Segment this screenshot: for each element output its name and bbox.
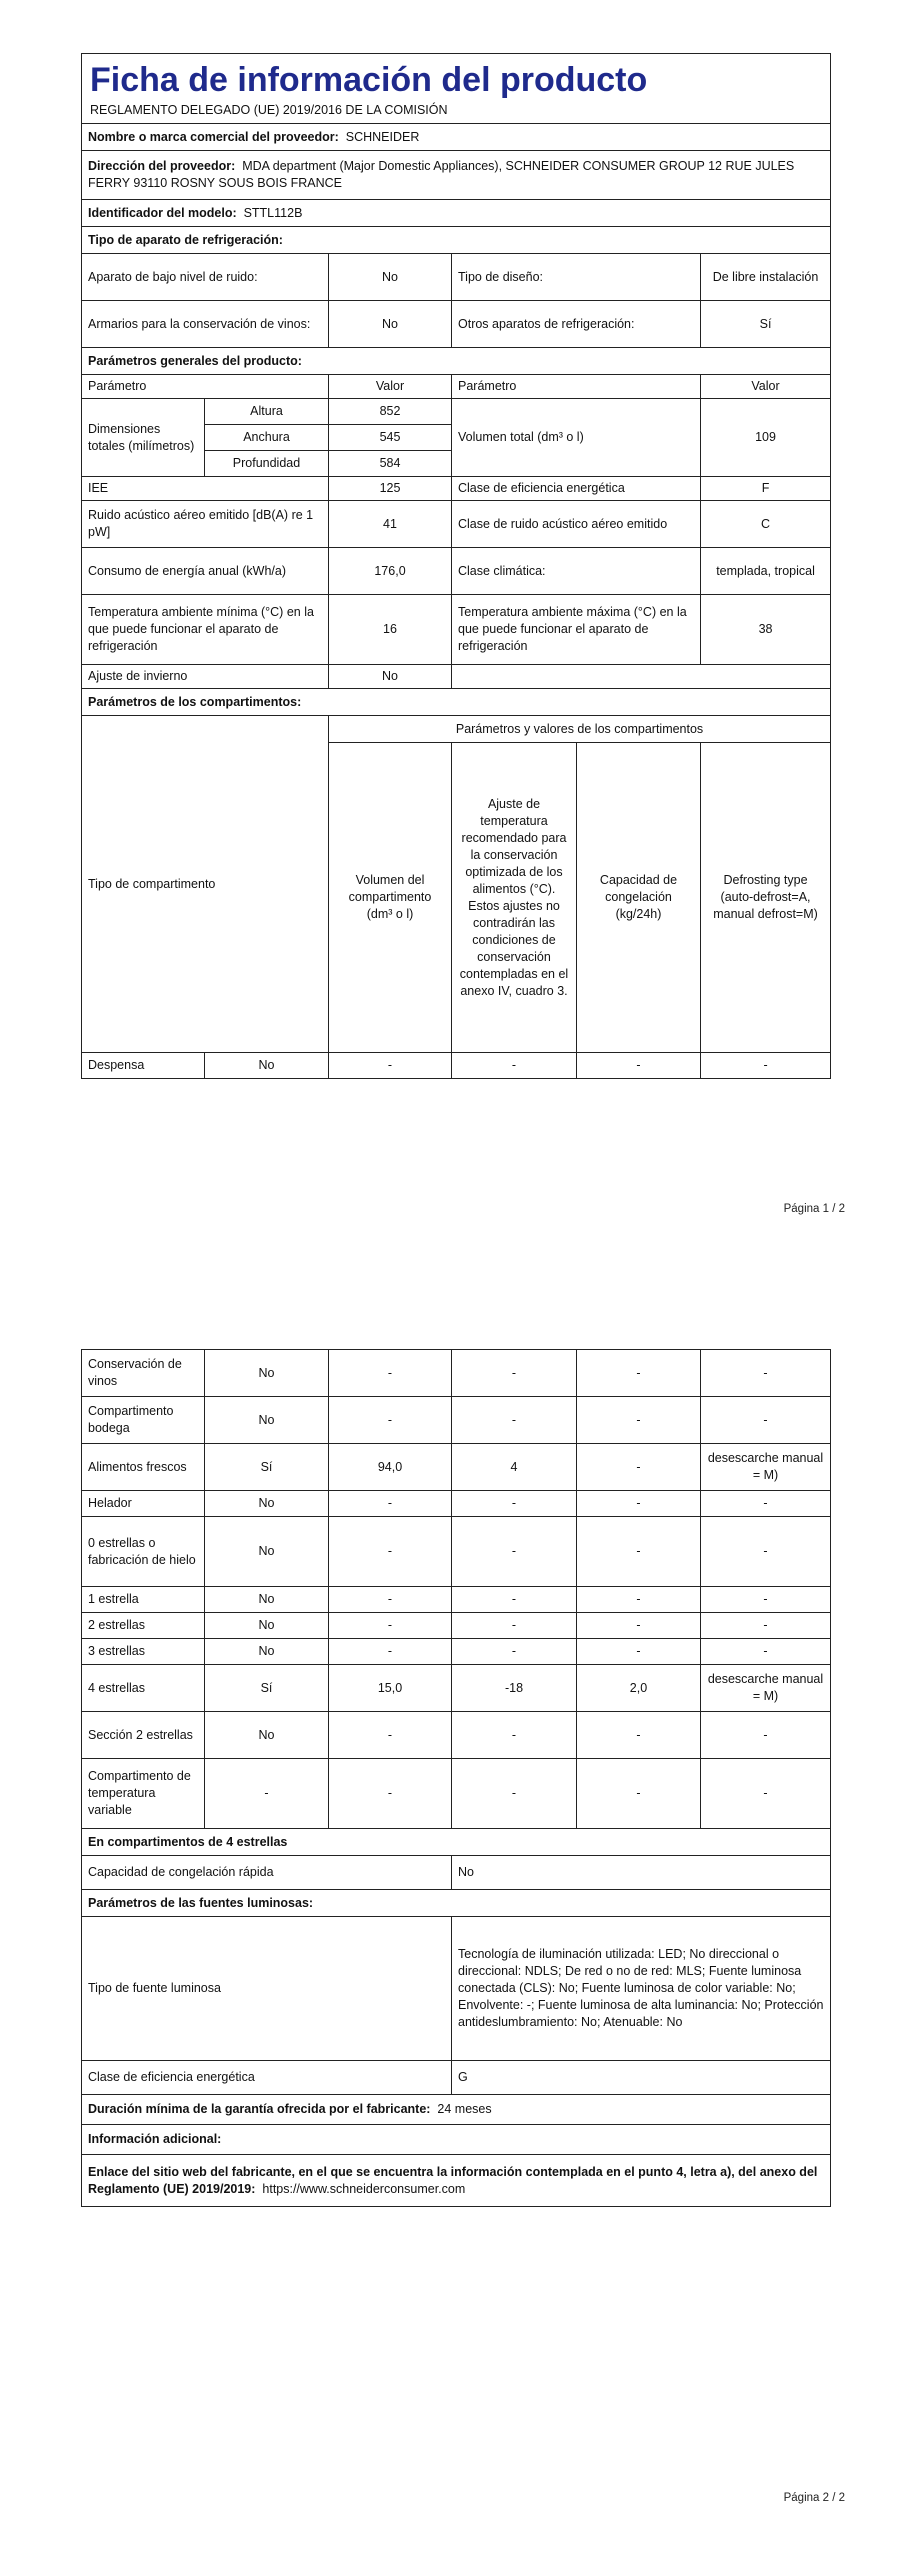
compartment-temp: - [452, 1712, 577, 1759]
compartment-name: Despensa [82, 1053, 205, 1079]
noise-value: 41 [329, 501, 452, 548]
depth-value: 584 [329, 451, 452, 477]
supplier-value: SCHNEIDER [345, 129, 420, 144]
max-temp-value: 38 [701, 595, 831, 665]
compartment-volume: - [329, 1613, 452, 1639]
compartment-present: No [205, 1053, 329, 1079]
fast-freeze-value: No [452, 1856, 831, 1890]
compartment-volume: - [329, 1517, 452, 1587]
compartment-volume: - [329, 1053, 452, 1079]
compartment-present: No [205, 1587, 329, 1613]
warranty-value: 24 meses [437, 2102, 492, 2116]
address-label: Dirección del proveedor: [88, 159, 236, 173]
wine-label: Armarios para la conservación de vinos: [82, 301, 329, 348]
compartment-freeze: - [577, 1444, 701, 1491]
compartment-defrost: - [701, 1491, 831, 1517]
low-noise-label: Aparato de bajo nivel de ruido: [82, 254, 329, 301]
page-title: Ficha de información del producto [90, 61, 648, 99]
col-volume-header: Volumen del compartimento (dm³ o l) [329, 743, 452, 1053]
compartment-defrost: - [701, 1639, 831, 1665]
table-row [82, 1397, 831, 1444]
model-label: Identificador del modelo: [88, 205, 237, 220]
header-cell [82, 54, 831, 124]
compartment-present: - [205, 1759, 329, 1829]
compartment-present: No [205, 1517, 329, 1587]
total-volume-label: Volumen total (dm³ o l) [452, 399, 701, 477]
compartment-present: No [205, 1639, 329, 1665]
four-star-header: En compartimentos de 4 estrellas [82, 1829, 831, 1856]
energy-class-label: Clase de eficiencia energética [452, 477, 701, 501]
other-appliances-value: Sí [701, 301, 831, 348]
col-temp-header: Ajuste de temperatura recomendado para la conservación optimizada de los alimentos (°C). Estos ajustes no contradirán las condiciones de conservación contempladas en el anexo IV, cuadro 3. [452, 743, 577, 1053]
compartment-name: 2 estrellas [82, 1613, 205, 1639]
compartment-freeze: - [577, 1350, 701, 1397]
energy-class-value: F [701, 477, 831, 501]
compartment-params-header: Parámetros de los compartimentos: [82, 689, 831, 716]
appliance-type-header: Tipo de aparato de refrigeración: [82, 227, 831, 254]
winter-value: No [329, 665, 452, 689]
noise-class-value: C [701, 501, 831, 548]
compartment-volume: 94,0 [329, 1444, 452, 1491]
winter-empty-cell [452, 665, 831, 689]
compartment-name: Compartimento de temperatura variable [82, 1759, 205, 1829]
compartment-temp: - [452, 1639, 577, 1665]
low-noise-value: No [329, 254, 452, 301]
compartment-defrost: - [701, 1587, 831, 1613]
compartment-volume: - [329, 1587, 452, 1613]
min-temp-value: 16 [329, 595, 452, 665]
max-temp-label: Temperatura ambiente máxima (°C) en la que puede funcionar el aparato de refrigeración [452, 595, 701, 665]
compartment-defrost: - [701, 1350, 831, 1397]
compartment-volume: - [329, 1350, 452, 1397]
compartment-temp: - [452, 1517, 577, 1587]
compartment-freeze: - [577, 1613, 701, 1639]
compartment-temp: -18 [452, 1665, 577, 1712]
compartment-freeze: - [577, 1587, 701, 1613]
height-value: 852 [329, 399, 452, 425]
compartment-present: No [205, 1350, 329, 1397]
energy-consumption-label: Consumo de energía anual (kWh/a) [82, 548, 329, 595]
product-info-table-page-1 [81, 53, 831, 1079]
compartment-temp: - [452, 1053, 577, 1079]
param-header: Parámetro [82, 375, 329, 399]
compartment-volume: - [329, 1397, 452, 1444]
param-header-2: Parámetro [452, 375, 701, 399]
compartment-defrost: - [701, 1397, 831, 1444]
table-row [82, 1712, 831, 1759]
compartment-name: 3 estrellas [82, 1639, 205, 1665]
compartment-name: Helador [82, 1491, 205, 1517]
compartment-freeze: - [577, 1712, 701, 1759]
model-row [82, 200, 831, 227]
regulation-text: REGLAMENTO DELEGADO (UE) 2019/2016 DE LA COMISIÓN [90, 103, 448, 117]
compartment-volume: - [329, 1759, 452, 1829]
compartment-type-label: Tipo de compartimento [82, 716, 329, 1053]
noise-class-label: Clase de ruido acústico aéreo emitido [452, 501, 701, 548]
compartment-temp: - [452, 1587, 577, 1613]
table-row [82, 1587, 831, 1613]
col-freeze-header: Capacidad de congelación (kg/24h) [577, 743, 701, 1053]
additional-info-table [81, 1828, 831, 2207]
table-row [82, 1665, 831, 1712]
depth-label: Profundidad [205, 451, 329, 477]
compartment-name: Sección 2 estrellas [82, 1712, 205, 1759]
compartment-present: No [205, 1397, 329, 1444]
compartment-defrost: desescarche manual = M) [701, 1665, 831, 1712]
compartment-freeze: 2,0 [577, 1665, 701, 1712]
compartment-present: Sí [205, 1665, 329, 1712]
design-type-label: Tipo de diseño: [452, 254, 701, 301]
table-row [82, 1491, 831, 1517]
compartment-values-header: Parámetros y valores de los compartimentos [329, 716, 831, 743]
winter-label: Ajuste de invierno [82, 665, 329, 689]
compartment-name: 1 estrella [82, 1587, 205, 1613]
compartment-temp: 4 [452, 1444, 577, 1491]
compartment-defrost: - [701, 1053, 831, 1079]
compartment-freeze: - [577, 1759, 701, 1829]
table-row [82, 1053, 831, 1079]
compartment-temp: - [452, 1397, 577, 1444]
compartment-freeze: - [577, 1517, 701, 1587]
page-number-2: Página 2 / 2 [783, 2492, 845, 2504]
page-2 [0, 1300, 905, 2560]
compartment-volume: - [329, 1491, 452, 1517]
warranty-row [82, 2095, 831, 2125]
compartment-volume: 15,0 [329, 1665, 452, 1712]
noise-label: Ruido acústico aéreo emitido [dB(A) re 1 pW] [82, 501, 329, 548]
wine-value: No [329, 301, 452, 348]
address-row [82, 151, 831, 200]
compartment-temp: - [452, 1759, 577, 1829]
iee-label: IEE [82, 477, 329, 501]
compartment-name: Conservación de vinos [82, 1350, 205, 1397]
light-params-header: Parámetros de las fuentes luminosas: [82, 1890, 831, 1917]
address-value: MDA department (Major Domestic Appliances), SCHNEIDER CONSUMER GROUP 12 RUE JULES FERRY 93110 ROSNY SOUS BOIS FRANCE [88, 159, 795, 190]
page-number: Página 1 / 2 [783, 1203, 845, 1215]
compartment-freeze: - [577, 1491, 701, 1517]
light-type-value: Tecnología de iluminación utilizada: LED; No direccional o direccional: NDLS; De red o no de red: MLS; Fuente luminosa conectada (CLS): No; Fuente luminosa de color variable: No; Envolvente: -; Fuente luminosa de alta luminancia: No; Protección antideslumbramiento: No; Atenuable: No [452, 1917, 831, 2061]
compartment-freeze: - [577, 1639, 701, 1665]
climate-class-label: Clase climática: [452, 548, 701, 595]
table-row [82, 1350, 831, 1397]
compartment-name: Compartimento bodega [82, 1397, 205, 1444]
design-type-value: De libre instalación [701, 254, 831, 301]
compartment-temp: - [452, 1613, 577, 1639]
compartment-temp: - [452, 1350, 577, 1397]
supplier-label: Nombre o marca comercial del proveedor: [88, 129, 339, 144]
manufacturer-link[interactable]: https://www.schneiderconsumer.com [262, 2181, 466, 2196]
table-row [82, 1759, 831, 1829]
table-row [82, 1444, 831, 1491]
compartment-volume: - [329, 1712, 452, 1759]
light-class-label: Clase de eficiencia energética [82, 2061, 452, 2095]
width-value: 545 [329, 425, 452, 451]
dimensions-label: Dimensiones totales (milímetros) [82, 399, 205, 477]
compartment-defrost: - [701, 1517, 831, 1587]
climate-class-value: templada, tropical [701, 548, 831, 595]
iee-value: 125 [329, 477, 452, 501]
table-row [82, 1517, 831, 1587]
compartment-defrost: - [701, 1712, 831, 1759]
compartments-table [81, 1349, 831, 1829]
compartment-present: No [205, 1613, 329, 1639]
manufacturer-link-row [82, 2155, 831, 2207]
total-volume-value: 109 [701, 399, 831, 477]
min-temp-label: Temperatura ambiente mínima (°C) en la que puede funcionar el aparato de refrigeración [82, 595, 329, 665]
light-class-value: G [452, 2061, 831, 2095]
additional-header: Información adicional: [82, 2125, 831, 2155]
compartment-present: No [205, 1491, 329, 1517]
col-defrost-header: Defrosting type (auto-defrost=A, manual defrost=M) [701, 743, 831, 1053]
value-header: Valor [329, 375, 452, 399]
compartment-name: 0 estrellas o fabricación de hielo [82, 1517, 205, 1587]
warranty-label: Duración mínima de la garantía ofrecida por el fabricante: [88, 2102, 431, 2116]
link-label: Enlace del sitio web del fabricante, en el que se encuentra la información contemplada en el punto 4, letra a), del anexo del Reglamento (UE) 2019/2019: [88, 2164, 818, 2196]
compartment-defrost: desescarche manual = M) [701, 1444, 831, 1491]
table-row [82, 1639, 831, 1665]
other-appliances-label: Otros aparatos de refrigeración: [452, 301, 701, 348]
fast-freeze-label: Capacidad de congelación rápida [82, 1856, 452, 1890]
supplier-row [82, 124, 831, 151]
light-type-label: Tipo de fuente luminosa [82, 1917, 452, 2061]
table-row [82, 1613, 831, 1639]
compartment-present: Sí [205, 1444, 329, 1491]
general-params-header: Parámetros generales del producto: [82, 348, 831, 375]
value-header-2: Valor [701, 375, 831, 399]
compartment-freeze: - [577, 1397, 701, 1444]
compartment-defrost: - [701, 1759, 831, 1829]
compartment-volume: - [329, 1639, 452, 1665]
compartment-name: 4 estrellas [82, 1665, 205, 1712]
width-label: Anchura [205, 425, 329, 451]
height-label: Altura [205, 399, 329, 425]
compartment-defrost: - [701, 1613, 831, 1639]
energy-consumption-value: 176,0 [329, 548, 452, 595]
compartment-present: No [205, 1712, 329, 1759]
model-value: STTL112B [243, 205, 303, 220]
compartment-name: Alimentos frescos [82, 1444, 205, 1491]
compartment-temp: - [452, 1491, 577, 1517]
compartment-freeze: - [577, 1053, 701, 1079]
